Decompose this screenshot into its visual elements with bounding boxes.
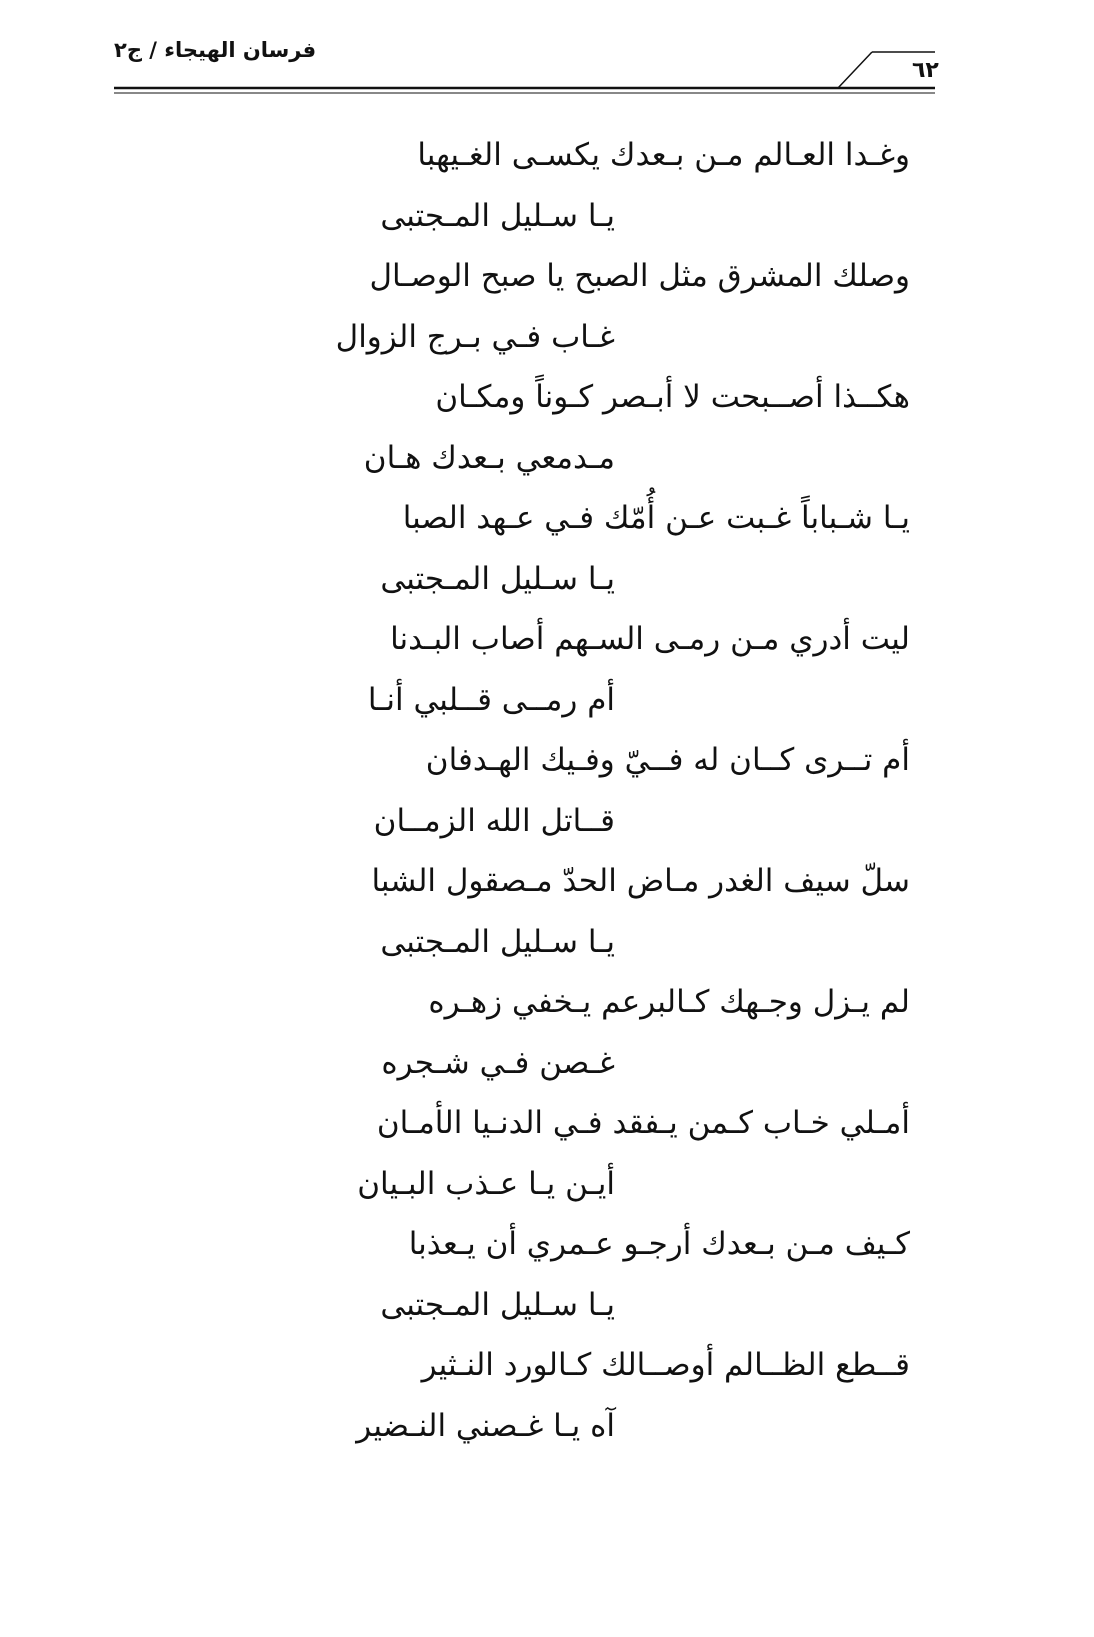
verse-line: يـا سـليل المـجتبى <box>380 1286 615 1323</box>
verse-line: غـصن فـي شـجره <box>381 1044 615 1081</box>
verse-line: يـا سـليل المـجتبى <box>380 923 615 960</box>
verse-line: سلّ سيف الغدر مـاض الحدّ مـصقول الشبا <box>371 863 910 899</box>
verse-line: آه يـا غـصني النـضير <box>356 1407 615 1444</box>
verse-line: أمـلي خـاب كـمن يـفقد فـي الدنـيا الأمـان <box>376 1105 910 1141</box>
poem <box>330 125 910 1456</box>
verse-line: يـا شـباباً غـبت عـن أُمّك فـي عـهد الصبا <box>402 500 910 536</box>
page-header <box>0 0 1094 110</box>
page-number: ٦٢ <box>912 58 939 83</box>
verse-line: ليت أدري مـن رمـى السـهم أصاب البـدنا <box>390 621 910 657</box>
verse-line: أيـن يـا عـذب البـيان <box>357 1165 615 1202</box>
verse-line: أم تــرى كــان له فــيّ وفـيك الهـدفان <box>425 742 910 778</box>
verse-line: قــاتل الله الزمــان <box>373 802 615 839</box>
verse-line: يـا سـليل المـجتبى <box>380 197 615 234</box>
verse-line: مـدمعي بـعدك هـان <box>363 439 615 476</box>
verse-line: قــطع الظــالم أوصــالك كـالورد النـثير <box>421 1347 910 1383</box>
verse-line: لم يـزل وجـهك كـالبرعم يـخفي زهـره <box>428 984 910 1020</box>
verse-line: وصلك المشرق مثل الصبح يا صبح الوصـال <box>369 258 910 294</box>
verse-line: غـاب فـي بـرج الزوال <box>335 318 615 355</box>
verse-line: كـيف مـن بـعدك أرجـو عـمري أن يـعذبا <box>408 1226 910 1262</box>
verse-line: وغـدا العـالم مـن بـعدك يكسـى الغـيهبا <box>417 137 910 173</box>
verse-line: أم رمــى قــلبي أنـا <box>367 681 615 718</box>
book-title: فرسان الهيجاء / ج٢ <box>114 38 317 62</box>
verse-line: هكــذا أصــبحت لا أبـصر كـوناً ومكـان <box>435 379 910 415</box>
verse-line: يـا سـليل المـجتبى <box>380 560 615 597</box>
